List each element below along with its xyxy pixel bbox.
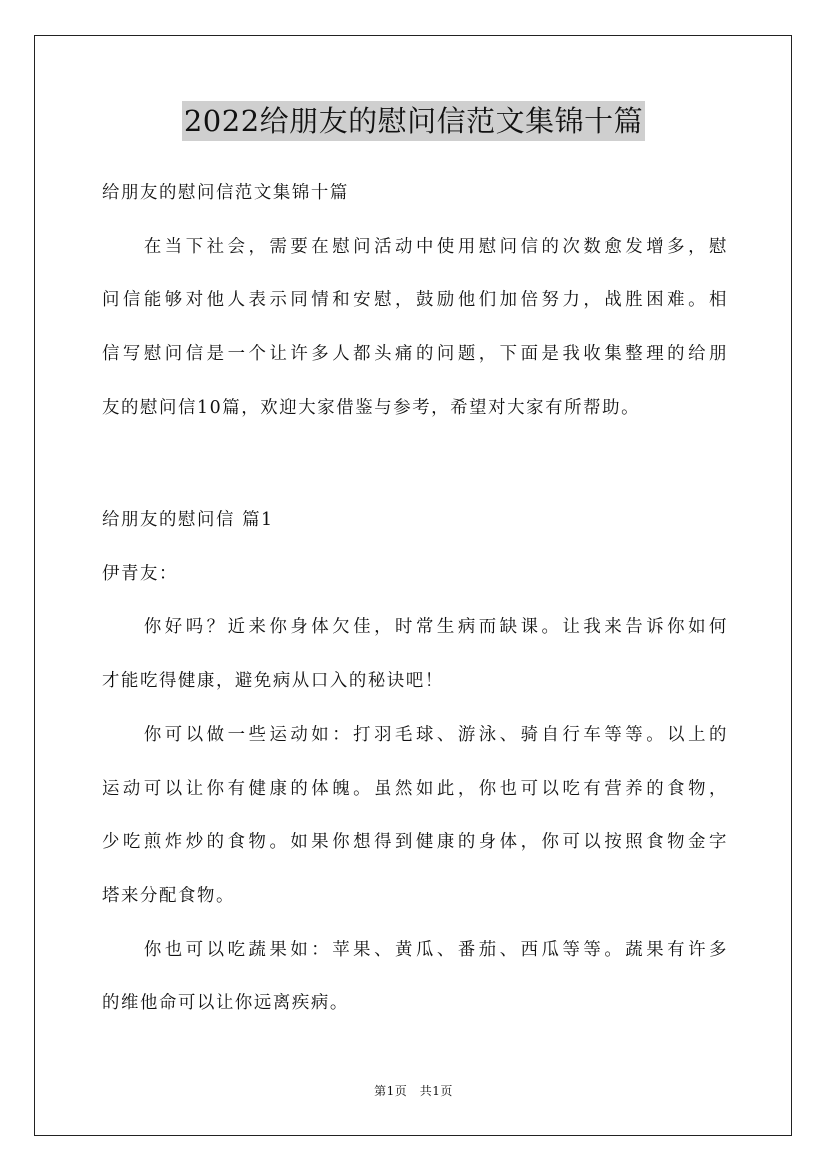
- document-title: 2022给朋友的慰问信范文集锦十篇: [182, 101, 645, 141]
- intro-line-4: 友的慰问信10篇，欢迎大家借鉴与参考，希望对大家有所帮助。: [102, 398, 641, 418]
- body-line-3: 你可以做一些运动如：打羽毛球、游泳、骑自行车等等。以上的: [102, 725, 728, 745]
- section-heading: 给朋友的慰问信 篇1: [102, 510, 274, 530]
- salutation: 伊青友：: [102, 564, 178, 584]
- body-line-6: 塔来分配食物。: [102, 886, 235, 906]
- page-footer: 第1页 共1页: [374, 1084, 453, 1098]
- title-block: [0, 101, 827, 141]
- body-line-1: 你好吗？近来你身体欠佳，时常生病而缺课。让我来告诉你如何: [102, 617, 728, 637]
- subtitle: 给朋友的慰问信范文集锦十篇: [102, 183, 349, 203]
- body-line-7: 你也可以吃蔬果如：苹果、黄瓜、番茄、西瓜等等。蔬果有许多: [102, 940, 728, 960]
- intro-line-1: 在当下社会，需要在慰问活动中使用慰问信的次数愈发增多，慰: [102, 237, 728, 257]
- body-line-5: 少吃煎炸炒的食物。如果你想得到健康的身体，你可以按照食物金字: [102, 832, 728, 852]
- intro-line-2: 问信能够对他人表示同情和安慰，鼓励他们加倍努力，战胜困难。相: [102, 290, 728, 310]
- body-line-2: 才能吃得健康，避免病从口入的秘诀吧！: [102, 671, 444, 691]
- body-line-8: 的维他命可以让你远离疾病。: [102, 993, 349, 1013]
- body-line-4: 运动可以让你有健康的体魄。虽然如此，你也可以吃有营养的食物，: [102, 779, 728, 799]
- intro-line-3: 信写慰问信是一个让许多人都头痛的问题，下面是我收集整理的给朋: [102, 344, 728, 364]
